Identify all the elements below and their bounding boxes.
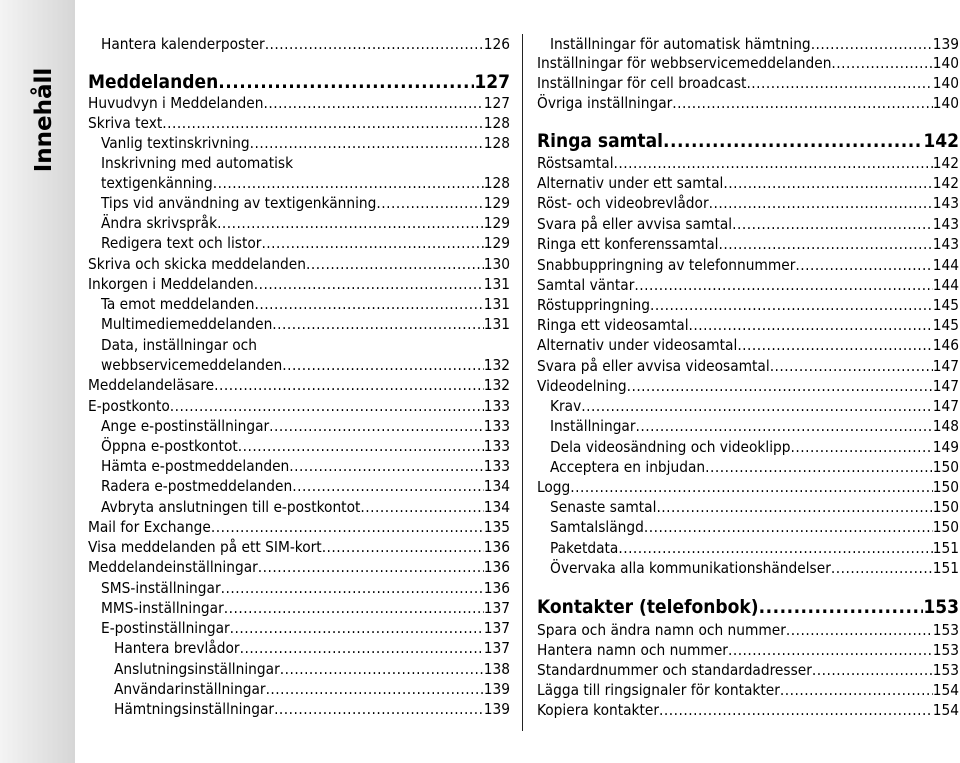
- toc-entry-title: E-postinställningar: [101, 619, 230, 637]
- toc-entry[interactable]: [88, 34, 510, 54]
- dot-leader: [719, 234, 933, 254]
- toc-entry[interactable]: [88, 699, 510, 719]
- dot-leader: [376, 193, 483, 213]
- toc-entry-page: 153: [932, 641, 959, 659]
- toc-entry-title: Inkorgen i Meddelanden: [88, 275, 254, 293]
- toc-entry-page: 142: [923, 130, 959, 152]
- toc-entry-title: Övriga inställningar: [537, 94, 673, 112]
- toc-entry[interactable]: [537, 53, 959, 73]
- dot-leader: [831, 53, 932, 73]
- toc-entry-page: 145: [932, 316, 959, 334]
- toc-entry-page: 147: [932, 377, 959, 395]
- toc-entry-page: 128: [483, 174, 510, 192]
- toc-entry-title: Röstsamtal: [537, 154, 614, 172]
- toc-entry-title: Hämta e-postmeddelanden: [101, 457, 290, 475]
- toc-entry[interactable]: [537, 620, 959, 640]
- toc-entry[interactable]: [88, 375, 510, 395]
- toc-entry-title: Skriva text: [88, 114, 163, 132]
- toc-entry-title: Användarinställningar: [114, 680, 266, 698]
- dot-leader: [786, 620, 933, 640]
- toc-entry-page: 126: [483, 35, 510, 53]
- toc-entry-title: Paketdata: [550, 539, 619, 557]
- toc-entry-title: Huvudvyn i Meddelanden: [88, 94, 264, 112]
- toc-entry-title: Röst- och videobrevlådor: [537, 194, 709, 212]
- dot-leader: [217, 213, 484, 233]
- toc-entry-page: 131: [483, 315, 510, 333]
- dot-leader: [723, 173, 932, 193]
- dot-leader: [213, 173, 484, 193]
- toc-entry[interactable]: [537, 34, 959, 54]
- toc-entry-page: 130: [483, 255, 510, 273]
- toc-entry-page: 140: [932, 54, 959, 72]
- toc-entry-page: 146: [932, 336, 959, 354]
- dot-leader: [230, 618, 484, 638]
- toc-entry-title: Senaste samtal: [550, 498, 657, 516]
- dot-leader: [266, 679, 484, 699]
- toc-entry[interactable]: [537, 73, 959, 93]
- dot-leader: [170, 396, 484, 416]
- toc-entry-title: Ringa ett konferenssamtal: [537, 235, 719, 253]
- dot-leader: [306, 254, 484, 274]
- toc-entry-title: Alternativ under videosamtal: [537, 336, 738, 354]
- toc-entry[interactable]: [88, 193, 510, 213]
- toc-entry-title: Inställningar för webbservicemeddelanden: [537, 54, 832, 72]
- dot-leader: [634, 275, 932, 295]
- toc-entry[interactable]: [537, 660, 959, 680]
- toc-entry[interactable]: [88, 638, 510, 658]
- toc-entry-page: 137: [483, 639, 510, 657]
- dot-leader: [360, 497, 483, 517]
- toc-heading[interactable]: [537, 595, 959, 619]
- toc-entry-page: 132: [483, 356, 510, 374]
- toc-entry[interactable]: [537, 356, 959, 376]
- toc-entry-title: Samtalslängd: [550, 518, 644, 536]
- dot-leader: [627, 376, 933, 396]
- toc-entry-page: 144: [932, 256, 959, 274]
- toc-entry-page: 136: [483, 579, 510, 597]
- toc-entry-title: Spara och ändra namn och nummer: [537, 621, 786, 639]
- toc-entry-page: 133: [483, 417, 510, 435]
- dot-leader: [732, 214, 933, 234]
- toc-entry[interactable]: [88, 416, 510, 436]
- toc-entry-title: E-postkonto: [88, 397, 170, 415]
- toc-entry-page: 147: [932, 397, 959, 415]
- toc-entry[interactable]: [88, 396, 510, 416]
- toc-entry-page: 127: [483, 94, 510, 112]
- toc-entry-page: 153: [923, 596, 959, 618]
- toc-entry-title: Mail for Exchange: [88, 518, 211, 536]
- dot-leader: [322, 537, 484, 557]
- toc-entry[interactable]: [537, 153, 959, 173]
- toc-entry[interactable]: [537, 376, 959, 396]
- dot-leader: [705, 457, 933, 477]
- toc-entry-page: 148: [932, 417, 959, 435]
- dot-leader: [221, 578, 484, 598]
- toc-entry-page: 140: [932, 94, 959, 112]
- toc-entry-page: 154: [932, 681, 959, 699]
- toc-entry[interactable]: [537, 255, 959, 275]
- toc-entry[interactable]: [537, 640, 959, 660]
- toc-entry[interactable]: [88, 659, 510, 679]
- toc-entry-title: Logg: [537, 478, 571, 496]
- toc-entry[interactable]: [537, 295, 959, 315]
- toc-entry-title: Inställningar för automatisk hämtning: [550, 35, 811, 53]
- toc-entry-page: 139: [483, 680, 510, 698]
- dot-leader: [644, 517, 933, 537]
- toc-entry-title: Hantera brevlådor: [114, 639, 240, 657]
- dot-leader: [728, 640, 933, 660]
- toc-entry-page: 140: [932, 74, 959, 92]
- toc-entry-page: 147: [932, 357, 959, 375]
- toc-entry[interactable]: [88, 537, 510, 557]
- toc-entry-page: 133: [483, 397, 510, 415]
- toc-entry[interactable]: [88, 274, 510, 294]
- toc-entry-title: Acceptera en inbjudan: [550, 458, 706, 476]
- toc-entry-title: Hämtningsinställningar: [114, 700, 275, 718]
- toc-entry-title: Inskrivning med automatisk: [101, 154, 294, 172]
- dot-leader: [211, 517, 484, 537]
- dot-leader: [258, 557, 484, 577]
- dot-leader: [737, 335, 932, 355]
- toc-entry-title: Inställningar för cell broadcast: [537, 74, 747, 92]
- toc-entry-title: Inställningar: [550, 417, 636, 435]
- toc-entry[interactable]: [537, 234, 959, 254]
- toc-entry-title: Multimediemeddelanden: [101, 315, 273, 333]
- toc-entry-title: Svara på eller avvisa videosamtal: [537, 357, 770, 375]
- toc-entry[interactable]: [88, 517, 510, 537]
- dot-leader: [831, 558, 933, 578]
- toc-entry-page: 142: [932, 174, 959, 192]
- toc-entry-page: 133: [483, 437, 510, 455]
- toc-entry[interactable]: [537, 315, 959, 335]
- toc-entry-title: Dela videosändning och videoklipp: [550, 438, 791, 456]
- toc-entry[interactable]: [537, 214, 959, 234]
- dot-leader: [663, 129, 923, 153]
- toc-entry-title: Röstuppringning: [537, 296, 651, 314]
- dot-leader: [238, 436, 484, 456]
- dot-leader: [282, 355, 483, 375]
- toc-entry[interactable]: [88, 476, 510, 496]
- toc-entry[interactable]: [537, 173, 959, 193]
- toc-entry-title: Avbryta anslutningen till e-postkontot: [101, 498, 361, 516]
- dot-leader: [636, 416, 933, 436]
- toc-entry-title: Standardnummer och standardadresser: [537, 661, 812, 679]
- toc-entry-title: webbservicemeddelanden: [101, 356, 283, 374]
- toc-entry[interactable]: [537, 680, 959, 700]
- toc-entry-title: Meddelanden: [88, 71, 219, 93]
- toc-entry[interactable]: [88, 294, 510, 314]
- dot-leader: [265, 34, 484, 54]
- toc-entry-page: 150: [932, 478, 959, 496]
- dot-leader: [570, 477, 932, 497]
- toc-entry-title: Hantera namn och nummer: [537, 641, 728, 659]
- toc-entry-title: Ta emot meddelanden: [101, 295, 255, 313]
- toc-entry-page: 134: [483, 498, 510, 516]
- section-title: Innehåll: [31, 67, 57, 173]
- toc-entry-title: Anslutningsinställningar: [114, 660, 280, 678]
- toc-entry-title: Lägga till ringsignaler för kontakter: [537, 681, 780, 699]
- dot-leader: [254, 294, 483, 314]
- dot-leader: [263, 93, 483, 113]
- dot-leader: [812, 660, 933, 680]
- toc-entry-title: Radera e-postmeddelanden: [101, 477, 293, 495]
- toc-entry-page: 135: [483, 518, 510, 536]
- toc-entry[interactable]: [88, 679, 510, 699]
- toc-entry-page: 127: [474, 71, 510, 93]
- toc-entry-page: 138: [483, 660, 510, 678]
- toc-entry[interactable]: [537, 93, 959, 113]
- toc-entry-title: Alternativ under ett samtal: [537, 174, 724, 192]
- dot-leader: [261, 233, 483, 253]
- toc-entry[interactable]: [88, 436, 510, 456]
- toc-entry-page: 143: [932, 235, 959, 253]
- dot-leader: [289, 456, 483, 476]
- toc-entry-page: 137: [483, 599, 510, 617]
- toc-entry-title: Redigera text och listor: [101, 234, 262, 252]
- dot-leader: [650, 295, 933, 315]
- dot-leader: [689, 315, 933, 335]
- toc-entry-page: 153: [932, 661, 959, 679]
- dot-leader: [746, 73, 932, 93]
- dot-leader: [659, 700, 933, 720]
- toc-entry-page: 145: [932, 296, 959, 314]
- toc-heading[interactable]: [537, 129, 959, 153]
- toc-entry-page: 131: [483, 275, 510, 293]
- toc-entry[interactable]: [88, 254, 510, 274]
- dot-leader: [811, 34, 933, 54]
- toc-entry[interactable]: [88, 335, 510, 355]
- toc-entry-title: SMS-inställningar: [101, 579, 221, 597]
- toc-entry[interactable]: [537, 497, 959, 517]
- toc-entry-page: 150: [932, 518, 959, 536]
- toc-entry-title: Kopiera kontakter: [537, 701, 660, 719]
- toc-entry-title: Övervaka alla kommunikationshändelser: [550, 559, 831, 577]
- dot-leader: [292, 476, 484, 496]
- dot-leader: [618, 538, 932, 558]
- toc-entry[interactable]: [88, 618, 510, 638]
- toc-entry[interactable]: [88, 113, 510, 133]
- toc-entry[interactable]: [88, 557, 510, 577]
- column-divider: [522, 34, 523, 731]
- toc-entry-page: 128: [483, 134, 510, 152]
- toc-entry-page: 136: [483, 558, 510, 576]
- dot-leader: [269, 416, 484, 436]
- toc-entry-page: 136: [483, 538, 510, 556]
- dot-leader: [759, 595, 924, 619]
- toc-entry-title: Ringa ett videosamtal: [537, 316, 689, 334]
- toc-entry[interactable]: [537, 416, 959, 436]
- toc-entry[interactable]: [88, 153, 510, 173]
- toc-entry[interactable]: [537, 275, 959, 295]
- toc-entry-page: 142: [932, 154, 959, 172]
- dot-leader: [791, 437, 933, 457]
- dot-leader: [709, 193, 933, 213]
- sidebar: [0, 0, 75, 763]
- toc-entry-page: 137: [483, 619, 510, 637]
- dot-leader: [656, 497, 932, 517]
- toc-entry-page: 128: [483, 114, 510, 132]
- dot-leader: [795, 255, 932, 275]
- toc-heading[interactable]: [88, 70, 510, 94]
- toc-entry-title: Meddelandeinställningar: [88, 558, 258, 576]
- toc-entry-page: 143: [932, 194, 959, 212]
- toc-entry[interactable]: [537, 517, 959, 537]
- toc-entry[interactable]: [537, 457, 959, 477]
- toc-entry-title: Samtal väntar: [537, 276, 635, 294]
- toc-entry-title: Vanlig textinskrivning: [101, 134, 250, 152]
- toc-entry[interactable]: [88, 578, 510, 598]
- toc-entry-title: Visa meddelanden på ett SIM-kort: [88, 538, 322, 556]
- toc-entry-title: Svara på eller avvisa samtal: [537, 215, 733, 233]
- dot-leader: [780, 680, 933, 700]
- toc-entry-title: Snabbuppringning av telefonnummer: [537, 256, 796, 274]
- toc-entry-page: 133: [483, 457, 510, 475]
- toc-entry-title: Videodelning: [537, 377, 627, 395]
- dot-leader: [250, 133, 484, 153]
- toc-entry-page: 139: [483, 700, 510, 718]
- toc-entry-title: Ringa samtal: [537, 130, 663, 152]
- toc-entry[interactable]: [88, 93, 510, 113]
- toc-entry[interactable]: [88, 456, 510, 476]
- toc-entry-title: Skriva och skicka meddelanden: [88, 255, 306, 273]
- toc-entry-title: Tips vid användning av textigenkänning: [101, 194, 377, 212]
- toc-entry-page: 151: [932, 559, 959, 577]
- toc-entry-page: 150: [932, 458, 959, 476]
- dot-leader: [254, 274, 484, 294]
- toc-entry-title: Krav: [550, 397, 582, 415]
- toc-entry-title: Ange e-postinställningar: [101, 417, 270, 435]
- toc-entry-title: Kontakter (telefonbok): [537, 596, 759, 618]
- toc-entry-page: 131: [483, 295, 510, 313]
- dot-leader: [224, 598, 484, 618]
- dot-leader: [280, 659, 484, 679]
- toc-entry[interactable]: [537, 437, 959, 457]
- toc-entry[interactable]: [88, 355, 510, 375]
- toc-entry-title: Meddelandeläsare: [88, 376, 215, 394]
- toc-entry-page: 132: [483, 376, 510, 394]
- toc-entry-title: Data, inställningar och: [101, 336, 257, 354]
- toc-entry-page: 139: [932, 35, 959, 53]
- toc-entry-page: 134: [483, 477, 510, 495]
- toc-entry[interactable]: [88, 173, 510, 193]
- dot-leader: [672, 93, 932, 113]
- toc-entry-page: 144: [932, 276, 959, 294]
- dot-leader: [770, 356, 933, 376]
- dot-leader: [272, 314, 483, 334]
- toc-entry-title: Öppna e-postkontot: [101, 437, 238, 455]
- toc-entry[interactable]: [537, 558, 959, 578]
- dot-leader: [274, 699, 484, 719]
- toc-entry[interactable]: [537, 538, 959, 558]
- dot-leader: [218, 70, 474, 94]
- toc-entry-title: Ändra skrivspråk: [101, 214, 218, 232]
- dot-leader: [614, 153, 933, 173]
- toc-entry-page: 150: [932, 498, 959, 516]
- toc-entry-title: textigenkänning: [101, 174, 213, 192]
- dot-leader: [240, 638, 484, 658]
- toc-entry[interactable]: [88, 314, 510, 334]
- toc-entry[interactable]: [88, 497, 510, 517]
- toc-entry[interactable]: [537, 335, 959, 355]
- toc-entry[interactable]: [537, 477, 959, 497]
- toc-entry-page: 154: [932, 701, 959, 719]
- toc-entry[interactable]: [88, 233, 510, 253]
- toc-entry[interactable]: [88, 213, 510, 233]
- toc-entry-page: 129: [483, 194, 510, 212]
- toc-entry-title: Hantera kalenderposter: [101, 35, 265, 53]
- toc-entry-page: 129: [483, 234, 510, 252]
- dot-leader: [581, 396, 932, 416]
- toc-entry-page: 129: [483, 214, 510, 232]
- toc-entry[interactable]: [88, 133, 510, 153]
- toc-entry[interactable]: [537, 193, 959, 213]
- toc-entry-page: 143: [932, 215, 959, 233]
- toc-entry-title: MMS-inställningar: [101, 599, 224, 617]
- toc-entry[interactable]: [537, 396, 959, 416]
- toc-entry[interactable]: [88, 598, 510, 618]
- toc-entry-page: 149: [932, 438, 959, 456]
- dot-leader: [214, 375, 484, 395]
- dot-leader: [162, 113, 483, 133]
- toc-entry-page: 153: [932, 621, 959, 639]
- toc-entry-page: 151: [932, 539, 959, 557]
- toc-entry[interactable]: [537, 700, 959, 720]
